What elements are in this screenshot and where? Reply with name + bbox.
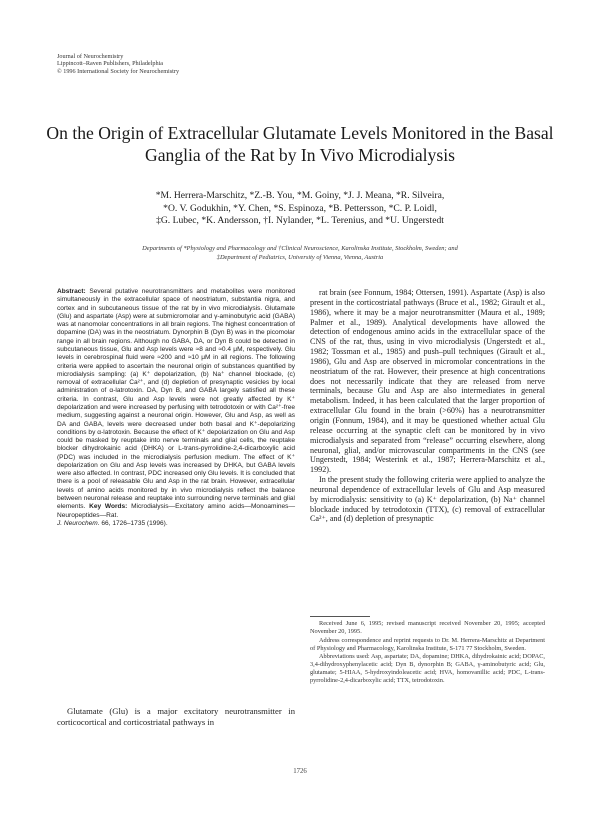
author-line: *M. Herrera-Marschitz, *Z.-B. You, *M. Goiny, *J. J. Meana, *R. Silveira, <box>155 190 445 201</box>
page-number: 1726 <box>293 768 307 775</box>
affiliation-line: ‡Department of Pediatrics, University of Vienna, Vienna, Austria <box>216 254 384 262</box>
citation-details: 66, 1726–1735 (1996). <box>101 519 168 527</box>
abstract-text: Several putative neurotransmitters and metabolites were monitored simultaneously in the extracellular space of neostriatum, substantia nigra, and cortex and in subcutaneous tissue of the rat by in vivo microdialysis. Glutamate (Glu) and aspartate (Asp) were at submicromolar and γ-aminobutyric acid (GABA) was at nanomolar concentrations in all brain regions. The highest concentration of dopamine (DA) was in the neostriatum. Dynorphin B (Dyn B) was in the picomolar range in all brain regions. Although no GABA, DA, or Dyn B could be detected in subcutaneous tissue, Glu and Asp levels were ≈8 and ≈0.4 μM, respectively. Glu levels in cerebrospinal fluid were ≈200 and ≈10 μM in all regions. The following criteria were applied to ascertain the neuronal origin of substances quantified by microdialysis sampling: (a) K⁺ depolarization, (b) Na⁺ channel blockade, (c) removal of extracellular Ca²⁺, and (d) depletion of presynaptic vesicles by local administration of α-latrotoxin. DA, Dyn B, and GABA largely satisfied all these criteria. In contrast, Glu and Asp levels were not greatly affected by K⁺ depolarization and were increased by perfusing with tetrodotoxin or with Ca²⁺-free medium, suggesting against a neuronal origin. However, Glu and Asp, as well as DA and GABA, levels were decreased under both basal and K⁺-depolarizing conditions by α-latrotoxin. Because the effect of K⁺ depolarization on Glu and Asp could be masked by reuptake into nerve terminals and glial cells, the reuptake blocker dihydrokainic acid (DHKA) or L-trans-pyrrolidine-2,4-dicarboxylic acid (PDC) was included in the microdialysis perfusion medium. The effect of K⁺ depolarization on Glu and Asp levels was increased by DHKA, but GABA levels were also affected. In contrast, PDC increased only Glu levels. It is concluded that there is a pool of releasable Glu and Asp in the rat brain. However, extracellular levels of amino acids monitored by in vivo microdialysis reflect the balance between neuronal release and reuptake into surrounding nerve terminals and glial elements. <box>57 288 295 511</box>
abstract <box>57 288 295 528</box>
journal-name: Journal of Neurochemistry <box>57 53 124 60</box>
footnote-rule <box>310 616 370 617</box>
footnote-abbreviations: Abbreviations used: Asp, aspartate; DA, dopamine; DHKA, dihydrokainic acid; DOPAC, 3,4-dihydroxyphenylacetic acid; Dyn B, dynorphin B; GABA, γ-aminobutyric acid; Glu, glutamate; 5-HIAA, 5-hydroxyindoleacetic acid; HVA, homovanillic acid; PDC, L-trans-pyrrolidine-2,4-dicarboxylic acid; TTX, tetrodotoxin. <box>310 653 545 684</box>
author-line: ‡G. Lubec, *K. Andersson, †I. Nylander, *L. Terenius, and *U. Ungerstedt <box>156 215 444 227</box>
author-list <box>55 190 545 228</box>
keywords: Microdialysis—Excitatory amino acids—Monoamines—Neuropeptides—Rat. <box>57 503 296 519</box>
body-paragraph: In the present study the following criteria were applied to analyze the neuronal dependence of extracellular levels of Glu and Asp measured by microdialysis: sensitivity to (a) K⁺ depolarization, (b) Na⁺ channel blockade induced by tetrodotoxin (TTX), (c) removal of extracellular Ca²⁺, and (d) depletion of presynaptic <box>310 475 545 524</box>
journal-masthead <box>57 53 179 75</box>
intro-paragraph-start: Glutamate (Glu) is a major excitatory neurotransmitter in corticocortical and corticostriatal pathways in <box>57 706 295 727</box>
affiliation-line: Departments of *Physiology and Pharmacology and †Clinical Neuroscience, Karolinska Institute, Stockholm, Sweden; and <box>142 245 458 252</box>
keywords-label: Key Words: <box>89 503 128 511</box>
citation-journal: J. Neurochem. <box>57 519 100 527</box>
footnote-received: Received June 6, 1995; revised manuscript received November 20, 1995; accepted November 20, 1995. <box>310 620 545 635</box>
abstract-label: Abstract: <box>57 288 86 295</box>
affiliations <box>48 244 552 263</box>
footnotes <box>310 620 545 686</box>
article-title: On the Origin of Extracellular Glutamate Levels Monitored in the Basal Ganglia of the Rat by In Vivo Microdialysis <box>46 123 554 165</box>
author-line: *O. V. Godukhin, *Y. Chen, *S. Espinoza, *B. Pettersson, *C. P. Loidl, <box>163 202 437 214</box>
footnote-address: Address correspondence and reprint requests to Dr. M. Herrera-Marschitz at Department of Physiology and Pharmacology, Karolinska Institute, S-171 77 Stockholm, Sweden. <box>310 636 545 652</box>
right-column <box>310 288 545 524</box>
body-paragraph: rat brain (see Fonnum, 1984; Ottersen, 1991). Aspartate (Asp) is also present in the corticostriatal pathways (Bruce et al., 1982; Girault et al., 1986), where it may be a major neurotransmitter (Maura et al., 1989; Palmer et al., 1989). Analytical developments have allowed the detection of endogenous amino acids in the extracellular space of the CNS of the rat, thus, using in vivo microdialysis (Ungerstedt et al., 1982; Tossman et al., 1985) and push–pull techniques (Girault et al., 1986), Glu and Asp are observed in micromolar concentrations in the neostriatum of the rat. However, their presence at high concentrations does not necessarily indicate that they are released from nerve terminals, because Glu and Asp are also intermediates in general metabolism. Indeed, it has been calculated that the larger proportion of extracellular Glu found in the brain (>60%) has a neurotransmitter origin (Fonnum, 1984), and it may be questioned whether actual Glu release occurring at the synaptic cleft can be monitored by in vivo microdialysis and separated from “release” occurring elsewhere, along neuronal, glial, and/or microvascular compartments in the CNS (see Ungerstedt, 1984; Westerink et al., 1987; Herrera-Marschitz et al., 1992). <box>310 288 545 475</box>
copyright-line: © 1996 International Society for Neurochemistry <box>57 67 180 75</box>
publisher-line: Lippincott–Raven Publishers, Philadelphia <box>57 60 164 68</box>
